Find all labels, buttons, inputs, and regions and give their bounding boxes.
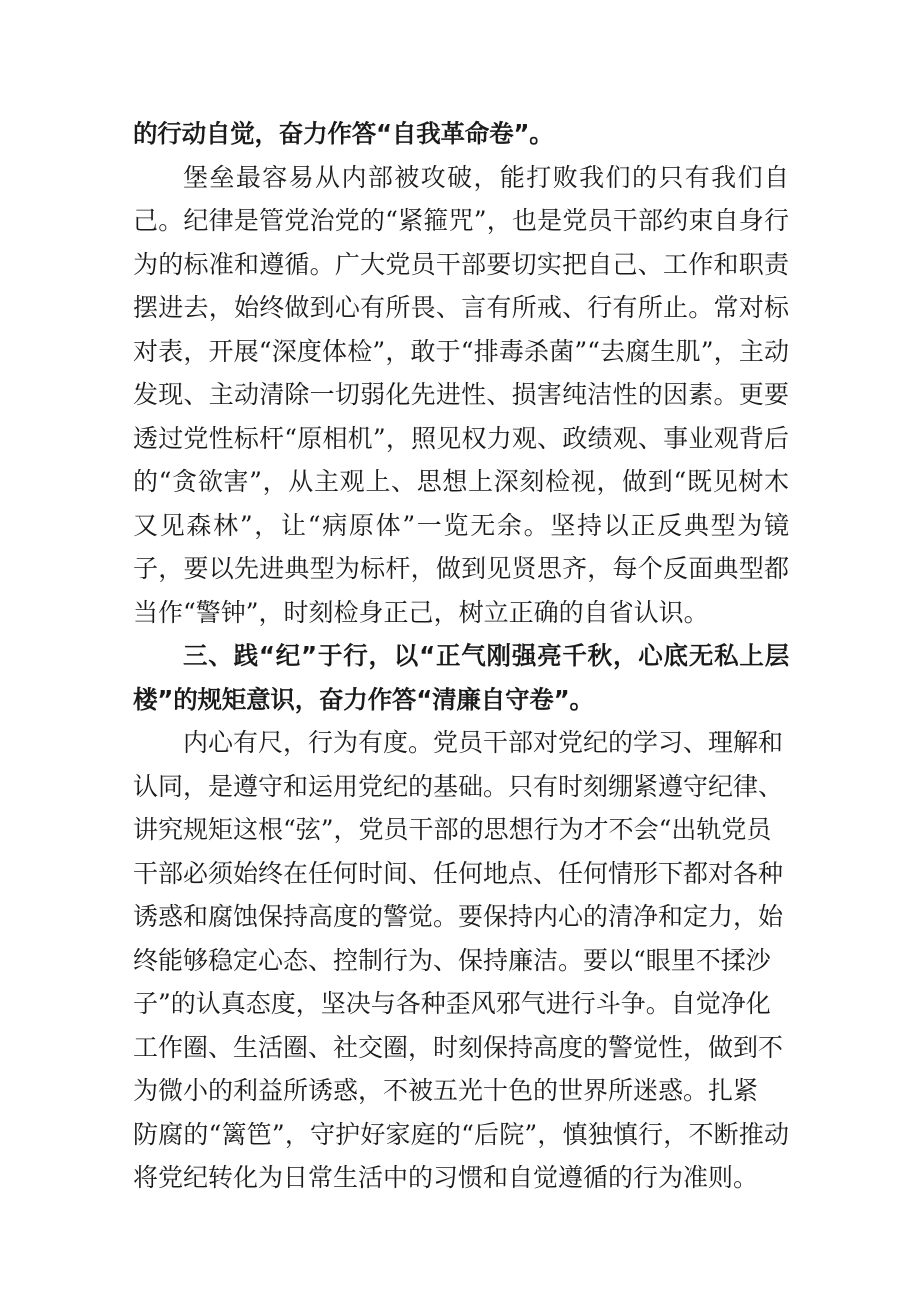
- section-heading: 三、践“纪”于行，以“正气刚强亮千秋，心底无私上层楼”的规矩意识，奋力作答“清廉自守卷”。: [133, 641, 789, 714]
- body-paragraph: 内心有尺，行为有度。党员干部对党纪的学习、理解和认同，是遵守和运用党纪的基础。只有时刻绷紧遵守纪律、讲究规矩这根“弦”，党员干部的思想行为才不会“出轨党员干部必须始终在任何时间、任何地点、任何情形下都对各种诱惑和腐蚀保持高度的警觉。要保持内心的清净和定力，始终能够稳定心态、控制行为、保持廉洁。要以“眼里不揉沙子”的认真态度，坚决与各种歪风邪气进行斗争。自觉净化工作圈、生活圈、社交圈，时刻保持高度的警觉性，做到不为微小的利益所诱惑，不被五光十色的世界所迷惑。扎紧: [133, 728, 784, 1105]
- section-heading-continuation: 的行动自觉，奋力作答“自我革命卷”。: [133, 119, 554, 148]
- body-paragraph-continuation: 防腐的“篱笆”，守护好家庭的“后院”，慎独慎行，不断推动将党纪转化为日常生活中的习惯和自觉遵循的行为准则。: [133, 1119, 789, 1192]
- body-paragraph: 堡垒最容易从内部被攻破，能打败我们的只有我们自己。纪律是管党治党的“紧箍咒”，也是党员干部约束自身行为的标准和遵循。广大党员干部要切实把自己、工作和职责摆进去，始终做到心有所畏、言有所戒、行有所止。常对标对表，开展“深度体检”，敢于“排毒杀菌”“去腐生肌”，主动发现、主动清除一切弱化先进性、损害纯洁性的因素。更要透过党性标杆“原相机”，照见权力观、政绩观、事业观背后的“贪欲害”，从主观上、思想上深刻检视，做到“既见树木又见森林”，让“病原体”一览无余。坚持以正反典型为镜子，要以先进典型为标杆，做到见贤思齐，每个反面典型都当作“警钟”，时刻检身正己，树立正确的自省认识。: [133, 162, 789, 627]
- document-body: [133, 112, 789, 1200]
